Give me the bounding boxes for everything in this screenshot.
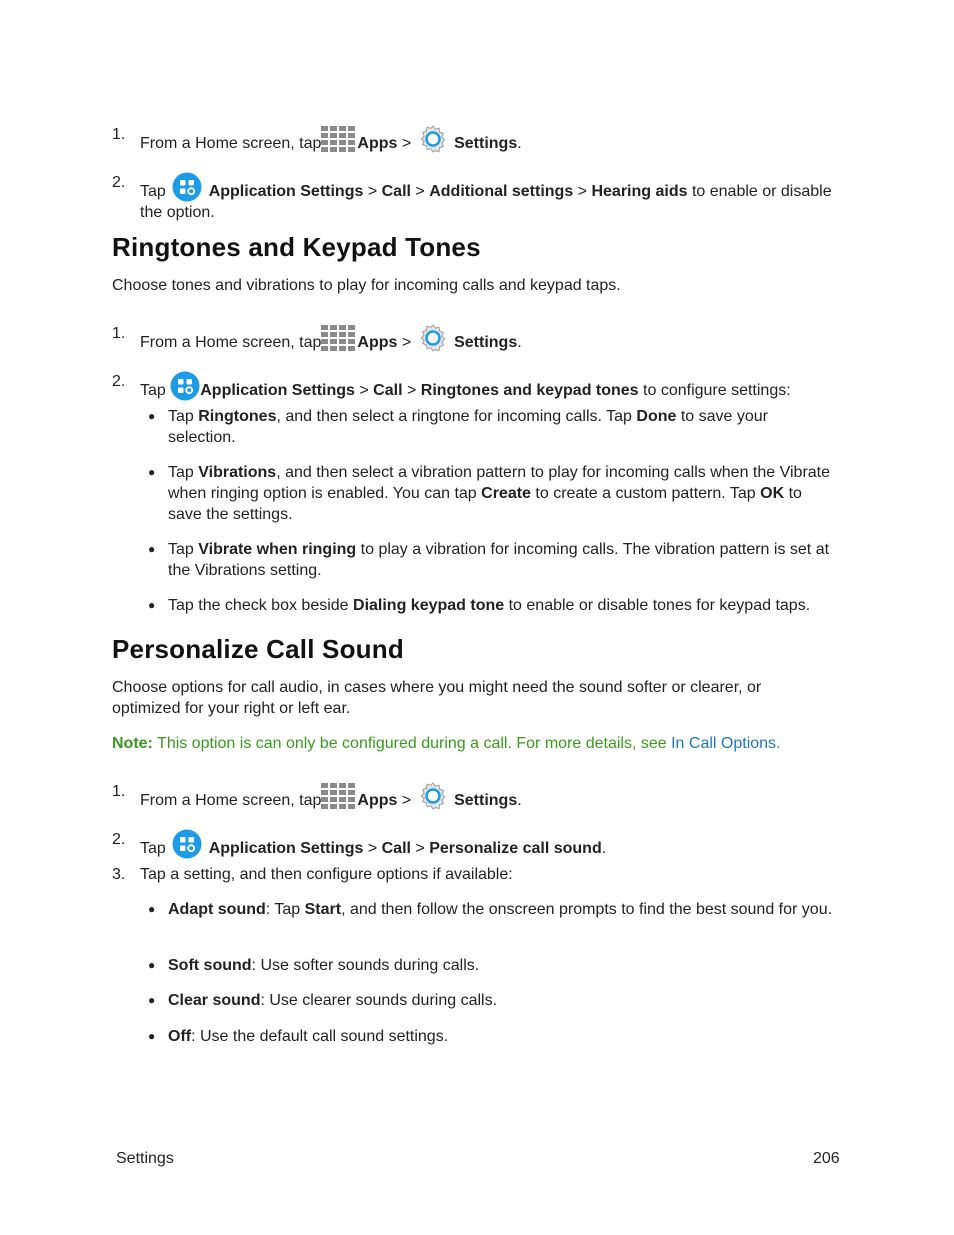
bullet-text: to enable or disable tones for keypad taps.	[504, 597, 811, 614]
bullet-bold: Adapt sound	[168, 901, 266, 918]
bullet-dot: ●	[148, 993, 156, 1007]
separator: >	[415, 840, 425, 857]
step-number: 2.	[112, 174, 126, 191]
section-heading-ringtones: Ringtones and Keypad Tones	[112, 232, 481, 262]
step-number: 1.	[112, 325, 126, 342]
step-text: Tap a setting, and then configure options if available:	[140, 866, 513, 883]
period: .	[601, 840, 607, 857]
bullet-text: , and then follow the onscreen prompts to find the best sound for you.	[341, 901, 833, 918]
call-label: Call	[381, 183, 411, 200]
apps-grid-icon	[321, 781, 355, 811]
period: .	[517, 792, 522, 809]
settings-label: Settings	[454, 135, 518, 152]
note-text: This option is can only be configured during a call. For more details, see	[157, 735, 667, 752]
bullet-dot: ●	[148, 958, 156, 972]
bullet-dot: ●	[148, 542, 156, 556]
bullet-text: to play a vibration for incoming calls. The vibration pattern is set at the Vibrations setting.	[168, 541, 830, 579]
period: .	[517, 334, 522, 351]
bullet-dot: ●	[148, 465, 156, 479]
settings-label: Settings	[454, 334, 518, 351]
period: .	[776, 735, 781, 752]
additional-settings-label: Additional settings	[429, 183, 574, 200]
application-settings-label: Application Settings	[200, 382, 355, 399]
step-text: From a Home screen, tap	[140, 135, 322, 152]
separator: >	[367, 840, 378, 857]
bullet-bold: Soft sound	[168, 957, 252, 974]
personalize-call-sound-label: Personalize call sound	[429, 840, 602, 857]
apps-label: Apps	[357, 334, 398, 351]
bullet-dot: ●	[148, 1029, 156, 1043]
apps-label: Apps	[357, 135, 398, 152]
bullet-text: Tap the check box beside	[168, 597, 354, 614]
bullet-bold: Ringtones	[198, 408, 277, 425]
ringtones-keypad-label: Ringtones and keypad tones	[420, 382, 639, 399]
hearing-aids-label: Hearing aids	[591, 183, 688, 200]
application-settings-label: Application Settings	[208, 840, 364, 857]
separator: >	[401, 135, 412, 152]
bullet-text: to save your selection.	[168, 408, 768, 446]
apps-label: Apps	[357, 792, 398, 809]
separator: >	[415, 183, 425, 200]
bullet-dot: ●	[148, 902, 156, 916]
bullet-text: to save the settings.	[168, 485, 802, 523]
bullet-bold: Off	[168, 1028, 192, 1045]
settings-gear-icon	[418, 781, 448, 811]
separator: >	[401, 792, 412, 809]
bullet-bold: Vibrations	[198, 464, 277, 481]
step-text: Tap	[140, 183, 166, 200]
application-settings-icon	[170, 371, 200, 401]
step-text: to configure settings:	[643, 382, 791, 399]
footer-section-name: Settings	[116, 1150, 174, 1167]
step-text: Tap	[140, 382, 166, 399]
bullet-text: , and then select a ringtone for incoming calls. Tap	[276, 408, 637, 425]
ringtones-intro: Choose tones and vibrations to play for incoming calls and keypad taps.	[112, 277, 621, 294]
separator: >	[406, 382, 417, 399]
in-call-options-link[interactable]: In Call Options	[671, 735, 777, 752]
bullet-text: to create a custom pattern. Tap	[530, 485, 761, 502]
step-number: 2.	[112, 373, 126, 390]
bullet-text: Tap	[168, 408, 199, 425]
step-text: to enable or disable the option.	[140, 183, 832, 221]
bullet-bold: OK	[760, 485, 785, 502]
footer-page-number: 206	[813, 1150, 840, 1167]
step-number: 1.	[112, 126, 126, 143]
bullet-text: , and then select a vibration pattern to play for incoming calls when the Vibrate when ringing option is enabled. You can tap	[168, 464, 831, 502]
separator: >	[359, 382, 369, 399]
section-heading-personalize: Personalize Call Sound	[112, 634, 404, 664]
application-settings-icon	[172, 829, 202, 859]
settings-gear-icon	[418, 323, 448, 353]
step-number: 1.	[112, 783, 126, 800]
bullet-dot: ●	[148, 598, 156, 612]
bullet-text: : Use the default call sound settings.	[191, 1028, 449, 1045]
bullet-text: : Use softer sounds during calls.	[251, 957, 480, 974]
separator: >	[401, 334, 412, 351]
separator: >	[367, 183, 378, 200]
bullet-text: : Use clearer sounds during calls.	[260, 992, 498, 1009]
apps-grid-icon	[321, 323, 355, 353]
application-settings-icon	[172, 172, 202, 202]
personalize-intro: Choose options for call audio, in cases where you might need the sound softer or clearer, or optimized for your right or left ear.	[112, 679, 762, 717]
step-text: From a Home screen, tap	[140, 334, 322, 351]
call-label: Call	[381, 840, 411, 857]
apps-grid-icon	[321, 124, 355, 154]
settings-label: Settings	[454, 792, 518, 809]
separator: >	[577, 183, 588, 200]
call-label: Call	[373, 382, 403, 399]
note-paragraph	[112, 733, 832, 754]
bullet-text: Tap	[168, 464, 199, 481]
step-number: 2.	[112, 831, 126, 848]
bullet-bold: Start	[304, 901, 342, 918]
application-settings-label: Application Settings	[208, 183, 364, 200]
bullet-text: : Tap	[265, 901, 305, 918]
step-text: From a Home screen, tap	[140, 792, 322, 809]
bullet-bold: Vibrate when ringing	[198, 541, 357, 558]
bullet-bold: Clear sound	[168, 992, 261, 1009]
bullet-bold: Create	[481, 485, 531, 502]
step-text: Tap	[140, 840, 166, 857]
bullet-bold: Done	[636, 408, 677, 425]
bullet-dot: ●	[148, 409, 156, 423]
settings-gear-icon	[418, 124, 448, 154]
step-number: 3.	[112, 866, 126, 883]
period: .	[517, 135, 522, 152]
note-label: Note:	[112, 735, 153, 752]
bullet-bold: Dialing keypad tone	[353, 597, 505, 614]
bullet-text: Tap	[168, 541, 199, 558]
